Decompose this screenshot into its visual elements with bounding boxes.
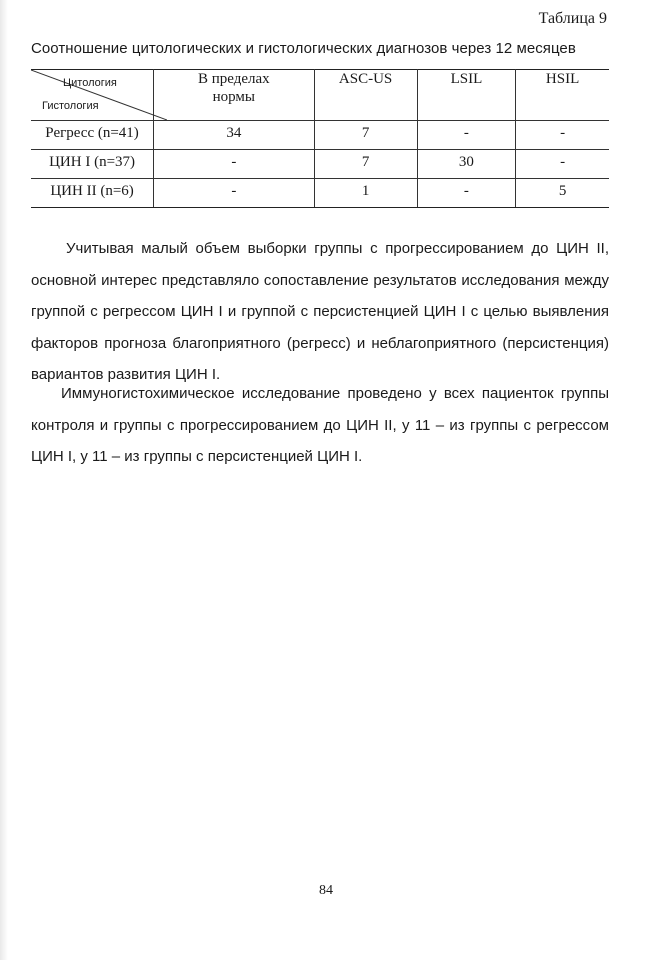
table-number-label: Таблица 9 (538, 10, 607, 27)
page-number: 84 (319, 883, 333, 898)
table-cell: - (516, 121, 609, 150)
table-cell: - (417, 121, 516, 150)
column-header: LSIL (417, 70, 516, 121)
diagonal-corner-cell (31, 70, 154, 121)
column-header: HSIL (516, 70, 609, 121)
table-cell: - (154, 179, 314, 208)
table-row (31, 121, 609, 150)
table-cell: - (154, 150, 314, 179)
column-header: ASC-US (314, 70, 417, 121)
column-header: В пределах нормы (154, 70, 314, 121)
table-cell: 30 (417, 150, 516, 179)
row-label: Регресс (n=41) (31, 121, 154, 150)
table-cell: 7 (314, 121, 417, 150)
table-title: Соотношение цитологических и гистологических диагнозов через 12 месяцев (31, 40, 576, 57)
diagnosis-table (31, 69, 609, 208)
corner-label-histology: Гистология (42, 100, 99, 112)
table-cell: - (516, 150, 609, 179)
table-cell: 34 (154, 121, 314, 150)
body-paragraph: Учитывая малый объем выборки группы с прогрессированием до ЦИН II, основной интерес представляло сопоставление результатов исследования между группой с регрессом ЦИН I и группой с персистенцией ЦИН I с целью выявления факторов прогноза благоприятного (регресс) и неблагоприятного (персистенция) вариантов развития ЦИН I. (31, 240, 609, 383)
row-label: ЦИН I (n=37) (31, 150, 154, 179)
scan-edge-shadow (0, 0, 8, 960)
table-cell: 1 (314, 179, 417, 208)
table-cell: 5 (516, 179, 609, 208)
table-cell: 7 (314, 150, 417, 179)
table-row (31, 179, 609, 208)
corner-label-cytology: Цитология (63, 77, 117, 89)
row-label: ЦИН II (n=6) (31, 179, 154, 208)
body-paragraph: Иммуногистохимическое исследование проведено у всех пациенток группы контроля и группы с прогрессированием до ЦИН II, у 11 – из группы с регрессом ЦИН I, у 11 – из группы с персистенцией ЦИН I. (31, 385, 609, 465)
table-cell: - (417, 179, 516, 208)
table-row (31, 150, 609, 179)
table-header-row (31, 70, 609, 121)
